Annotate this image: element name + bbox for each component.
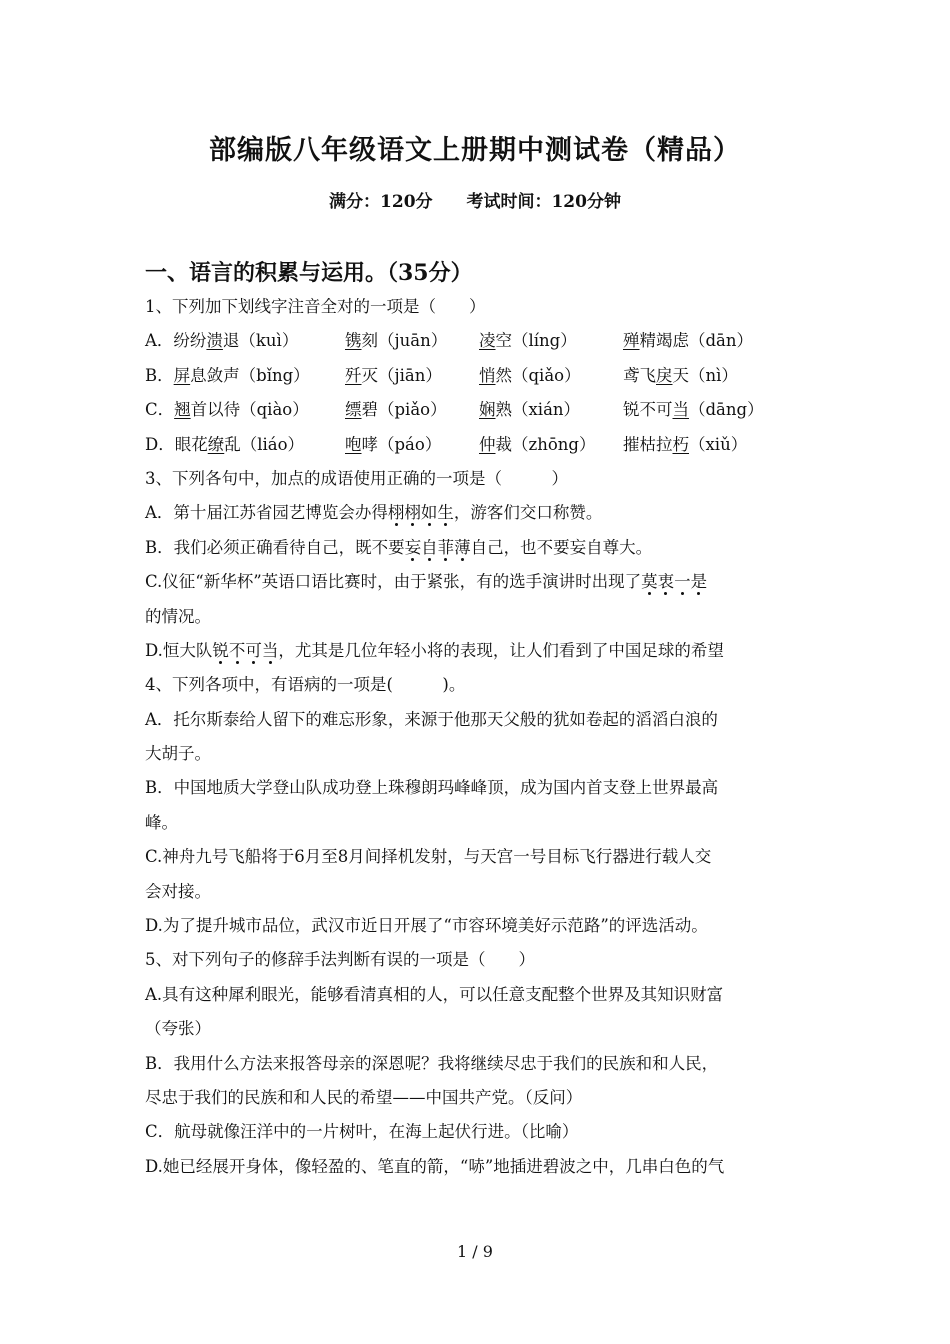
dotted-idiom	[212, 641, 278, 660]
underlined-char: 戾	[656, 365, 673, 385]
question-3-option-b: B．我们必须正确看待自己，既不要妄自菲薄自己，也不要妄自尊大。	[145, 537, 653, 557]
underlined-char: 娴	[479, 400, 496, 420]
question-4-stem: 4、下列各项中，有语病的一项是( )。	[145, 675, 466, 695]
underlined-char: 朽	[672, 434, 689, 454]
question-4-option-b-cont: 峰。	[145, 812, 178, 832]
dotted-char: 菲	[437, 537, 455, 557]
item-text: 熟（xián）	[495, 400, 581, 420]
question-5-option-b-cont: 尽忠于我们的民族和和人民的希望——中国共产党。（反问）	[145, 1087, 583, 1107]
question-1-options	[145, 324, 815, 462]
section-heading: 一、语言的积累与运用。（35分）	[145, 260, 473, 286]
question-1-option-row	[145, 359, 815, 393]
dotted-idiom	[641, 572, 707, 591]
underlined-char: 悄	[479, 365, 496, 385]
question-5-option-a: A.具有这种犀利眼光，能够看清真相的人，可以任意支配整个世界及其知识财富	[145, 984, 724, 1004]
underlined-char: 凌	[479, 331, 496, 351]
item-text: 灭（jiān）	[361, 365, 442, 385]
dotted-char: 莫	[641, 572, 658, 592]
item-text: 退（kuì）	[222, 331, 299, 351]
question-4-option-c-cont: 会对接。	[145, 881, 211, 901]
question-4-option-a-cont: 大胡子。	[145, 744, 211, 764]
dotted-char: 衷	[657, 572, 675, 592]
pinyin-item	[145, 324, 345, 358]
questions	[145, 290, 815, 1184]
dotted-char: 是	[690, 572, 708, 592]
dotted-char: 可	[245, 640, 262, 660]
pinyin-item	[345, 428, 479, 462]
question-5-option-d: D.她已经展开身体，像轻盈的、笔直的箭，“哧”地插进碧波之中，几串白色的气	[145, 1156, 725, 1176]
option-label: D．	[145, 434, 175, 454]
option-label: C．	[145, 400, 175, 420]
question-5-stem: 5、对下列句子的修辞手法判断有误的一项是（ ）	[145, 950, 535, 970]
item-text: （xiǔ）	[689, 434, 748, 454]
question-4-option-c: C.神舟九号飞船将于6月至8月间择机发射，与天宫一号目标飞行器进行载人交	[145, 847, 712, 867]
item-text: 碧（piǎo）	[361, 400, 447, 420]
dotted-char: 如	[420, 503, 438, 523]
dotted-char: 薄	[454, 537, 471, 557]
pinyin-item	[479, 324, 623, 358]
exam-subtitle	[0, 187, 950, 212]
exam-time: 考试时间：120分钟	[466, 192, 621, 212]
item-text: 摧枯拉	[623, 434, 673, 454]
underlined-char: 歼	[345, 365, 362, 385]
pinyin-item	[623, 324, 753, 358]
question-5-option-a-cont: （夸张）	[145, 1019, 211, 1039]
question-4-option-b: B．中国地质大学登山队成功登上珠穆朗玛峰峰顶，成为国内首支登上世界最高	[145, 778, 719, 798]
item-text: 乱（liáo）	[224, 434, 305, 454]
pinyin-item	[479, 393, 623, 427]
dotted-char: 栩	[404, 503, 421, 523]
pinyin-item	[479, 359, 623, 393]
option-label: A．	[145, 331, 174, 351]
underlined-char: 咆	[345, 434, 362, 454]
dotted-idiom	[388, 503, 454, 522]
pinyin-item	[145, 359, 345, 393]
exam-title: 部编版八年级语文上册期中测试卷（精品）	[209, 135, 741, 166]
underlined-char: 镌	[345, 331, 362, 351]
dotted-char: 栩	[387, 503, 405, 523]
item-text: 裁（zhōng）	[495, 434, 596, 454]
item-text: 纷纷	[173, 331, 207, 351]
underlined-char: 当	[672, 400, 689, 420]
underlined-char: 翘	[174, 400, 191, 420]
question-3-option-c-cont: 的情况。	[145, 606, 211, 626]
item-text: （dāng）	[689, 400, 764, 420]
pinyin-item	[145, 428, 345, 462]
question-3-stem: 3、下列各句中，加点的成语使用正确的一项是（ ）	[145, 468, 568, 488]
option-label: B．	[145, 365, 174, 385]
page-number: 1 / 9	[457, 1242, 493, 1261]
question-1-option-row	[145, 324, 815, 358]
item-text: 首以待（qiào）	[190, 400, 309, 420]
pinyin-item	[623, 393, 764, 427]
pinyin-item	[623, 428, 747, 462]
full-score: 满分：120分	[329, 192, 433, 212]
underlined-char: 殚	[623, 331, 640, 351]
item-text: 鸢飞	[623, 365, 656, 385]
question-3-option-c: C.仪征“新华杯”英语口语比赛时，由于紧张，有的选手演讲时出现了莫衷一是	[145, 572, 708, 592]
underlined-char: 溃	[206, 331, 223, 351]
question-4-option-a: A．托尔斯泰给人留下的难忘形象，来源于他那天父般的犹如卷起的滔滔白浪的	[145, 709, 718, 729]
question-3-option-a: A．第十届江苏省园艺博览会办得栩栩如生，游客们交口称赞。	[145, 503, 603, 523]
question-1-option-row	[145, 393, 815, 427]
underlined-char: 缭	[207, 434, 225, 454]
underlined-char: 仲	[479, 434, 496, 454]
dotted-char: 妄	[404, 537, 422, 557]
item-text: 哮（páo）	[361, 434, 442, 454]
question-3-option-d: D.恒大队锐不可当，尤其是几位年轻小将的表现，让人们看到了中国足球的希望	[145, 640, 724, 660]
pinyin-item	[345, 324, 479, 358]
dotted-char: 自	[421, 537, 438, 557]
underlined-char: 屏	[173, 365, 191, 385]
item-text: 空（líng）	[495, 331, 577, 351]
item-text: 息敛声（bǐng）	[190, 365, 310, 385]
pinyin-item	[479, 428, 623, 462]
question-1-stem: 1、下列加下划线字注音全对的一项是（ ）	[145, 297, 486, 316]
dotted-idiom	[405, 538, 471, 557]
question-1-option-row	[145, 428, 815, 462]
item-text: 刻（juān）	[361, 331, 448, 351]
item-text: 精竭虑（dān）	[639, 331, 754, 351]
pinyin-item	[345, 359, 479, 393]
item-text: 锐不可	[623, 400, 673, 420]
pinyin-item	[345, 393, 479, 427]
dotted-char: 当	[261, 640, 279, 660]
dotted-char: 锐	[212, 640, 229, 660]
pinyin-item	[623, 359, 738, 393]
question-5-option-b: B．我用什么方法来报答母亲的深恩呢？我将继续尽忠于我们的民族和和人民，	[145, 1053, 719, 1073]
question-4-option-d: D.为了提升城市品位，武汉市近日开展了“市容环境美好示范路”的评选活动。	[145, 916, 708, 936]
question-5-option-c: C．航母就像汪洋中的一片树叶，在海上起伏行进。（比喻）	[145, 1122, 579, 1142]
underlined-char: 缥	[345, 400, 362, 420]
dotted-char: 一	[674, 572, 691, 592]
pinyin-item	[145, 393, 345, 427]
item-text: 天（nì）	[672, 365, 738, 385]
dotted-char: 生	[437, 503, 454, 523]
dotted-char: 不	[228, 640, 246, 660]
item-text: 然（qiǎo）	[495, 365, 581, 385]
item-text: 眼花	[174, 434, 208, 454]
